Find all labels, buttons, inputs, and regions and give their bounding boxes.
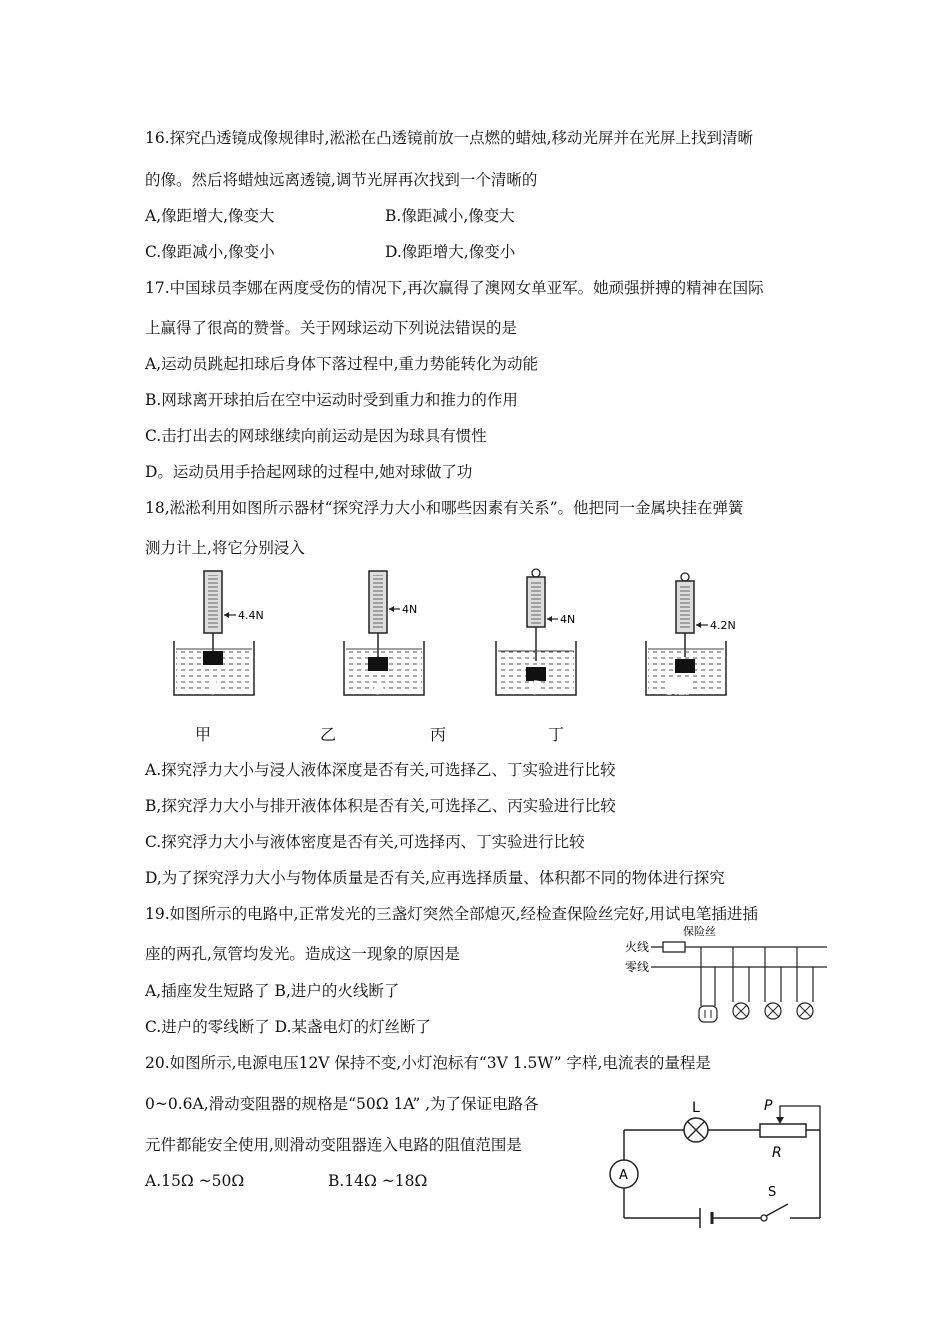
liquid-yi: 水 [373, 681, 386, 695]
q18-option-a: A.探究浮力大小与浸人液体深度是否有关,可选择乙、丁实验进行比较 [145, 761, 616, 779]
reading-bing: 4N [560, 613, 576, 626]
q20-stem-line1: 20.如图所示,电源电压12Ⅴ 保持不变,小灯泡标有“3V 1.5W” 字样,电流表的量程是 [145, 1054, 711, 1072]
q18-stem-line1: 18,淞淞利用如图所示器材“探究浮力大小和哪些因素有关系”。他把同一金属块挂在弹簧 [145, 499, 744, 517]
fuse-symbol [663, 942, 685, 952]
slider-arrow-icon [776, 1117, 784, 1124]
q17-option-d: D。运动员用手拾起网球的过程中,她对球做了功 [145, 463, 473, 481]
q17-option-c: C.击打出去的网球继续向前运动是因为球具有惯性 [145, 427, 487, 445]
liquid-jia: 水 [208, 681, 221, 695]
q19-stem-line1: 19.如图所示的电路中,正常发光的三盏灯突然全部熄灭,经检查保险丝完好,用试电笔插进插 [145, 905, 758, 923]
buoyancy-experiment-figure [140, 565, 800, 705]
q16-option-a: A,像距增大,像变大 [145, 207, 275, 225]
q16-stem-line1: 16.探究凸透镜成像规律时,淞淞在凸透镜前放一点燃的蜡烛,移动光屏并在光屏上找到清晰 [145, 129, 754, 147]
q18-option-d: D,为了探究浮力大小与物体质量是否有关,应再选择质量、体积都不同的物体进行探究 [145, 869, 725, 887]
q18-stem-line2: 测力计上,将它分别浸入 [145, 539, 305, 557]
live-wire-label: 火线 [625, 940, 650, 954]
lamp-l-icon [684, 1118, 708, 1142]
setup-ding [646, 573, 736, 695]
q20-option-a: A.15Ω ~50Ω [145, 1172, 245, 1190]
label-r: R [772, 1145, 782, 1161]
lamp-3-icon [797, 947, 813, 1019]
liquid-ding: 酒精 [666, 681, 691, 695]
label-yi: 乙 [320, 725, 337, 744]
q17-stem-line1: 17.中国球员李娜在两度受伤的情况下,再次赢得了澳网女单亚军。她顽强拼搏的精神在国际 [145, 279, 764, 297]
label-bing: 丙 [430, 725, 447, 744]
label-a: A [619, 1168, 628, 1183]
lamp-1-icon [733, 947, 749, 1019]
q16-option-d: D.像距增大,像变小 [385, 243, 516, 261]
q16-option-c: C.像距减小,像变小 [145, 243, 275, 261]
q19-options-ab: A,插座发生短路了 B,进户的火线断了 [145, 982, 400, 1000]
label-p: P [764, 1098, 773, 1114]
q17-stem-line2: 上赢得了很高的赞誉。关于网球运动下列说法错误的是 [145, 319, 518, 337]
q18-option-b: B,探究浮力大小与排开液体体积是否有关,可选择乙、丙实验进行比较 [145, 797, 616, 815]
q18-option-c: C.探究浮力大小与液体密度是否有关,可选择丙、丁实验进行比较 [145, 833, 585, 851]
lamp-2-icon [765, 947, 781, 1019]
q19-options-cd: C.进户的零线断了 D.某盏电灯的灯丝断了 [145, 1018, 431, 1036]
q17-option-a: A,运动员跳起扣球后身体下落过程中,重力势能转化为动能 [145, 355, 539, 373]
setup-bing [496, 569, 576, 695]
q17-option-b: B.网球离开球拍后在空中运动时受到重力和推力的作用 [145, 391, 518, 409]
reading-yi: 4N [402, 603, 418, 616]
household-circuit-figure [615, 918, 835, 1028]
q20-option-b: B.14Ω ~18Ω [328, 1172, 428, 1190]
q20-stem-line3: 元件都能安全使用,则滑动变阻器连入电路的阻值范围是 [145, 1136, 522, 1154]
label-l: L [692, 1100, 700, 1116]
q16-option-b: B.像距减小,像变大 [385, 207, 515, 225]
neutral-wire-label: 零线 [625, 960, 650, 974]
q20-stem-line2: 0~0.6A,滑动变阻器的规格是“50Ω 1A” ,为了保证电路各 [145, 1095, 539, 1113]
q19-stem-line2: 座的两孔,氖管均发光。造成这一现象的原因是 [145, 945, 460, 963]
setup-yi [344, 571, 424, 695]
label-ding: 丁 [548, 725, 565, 744]
series-circuit-figure [600, 1092, 850, 1242]
reading-ding: 4.2N [710, 619, 736, 632]
label-jia: 甲 [195, 725, 212, 744]
q16-stem-line2: 的像。然后将蜡烛远离透镜,调节光屏再次找到一个清晰的 [145, 171, 538, 189]
setup-jia [174, 571, 264, 695]
reading-jia: 4.4N [238, 609, 264, 622]
fuse-label: 保险丝 [683, 925, 716, 938]
rheostat-symbol [760, 1124, 806, 1137]
socket-icon [699, 1006, 717, 1022]
liquid-bing: 水 [530, 681, 543, 695]
label-s: S [768, 1185, 777, 1200]
